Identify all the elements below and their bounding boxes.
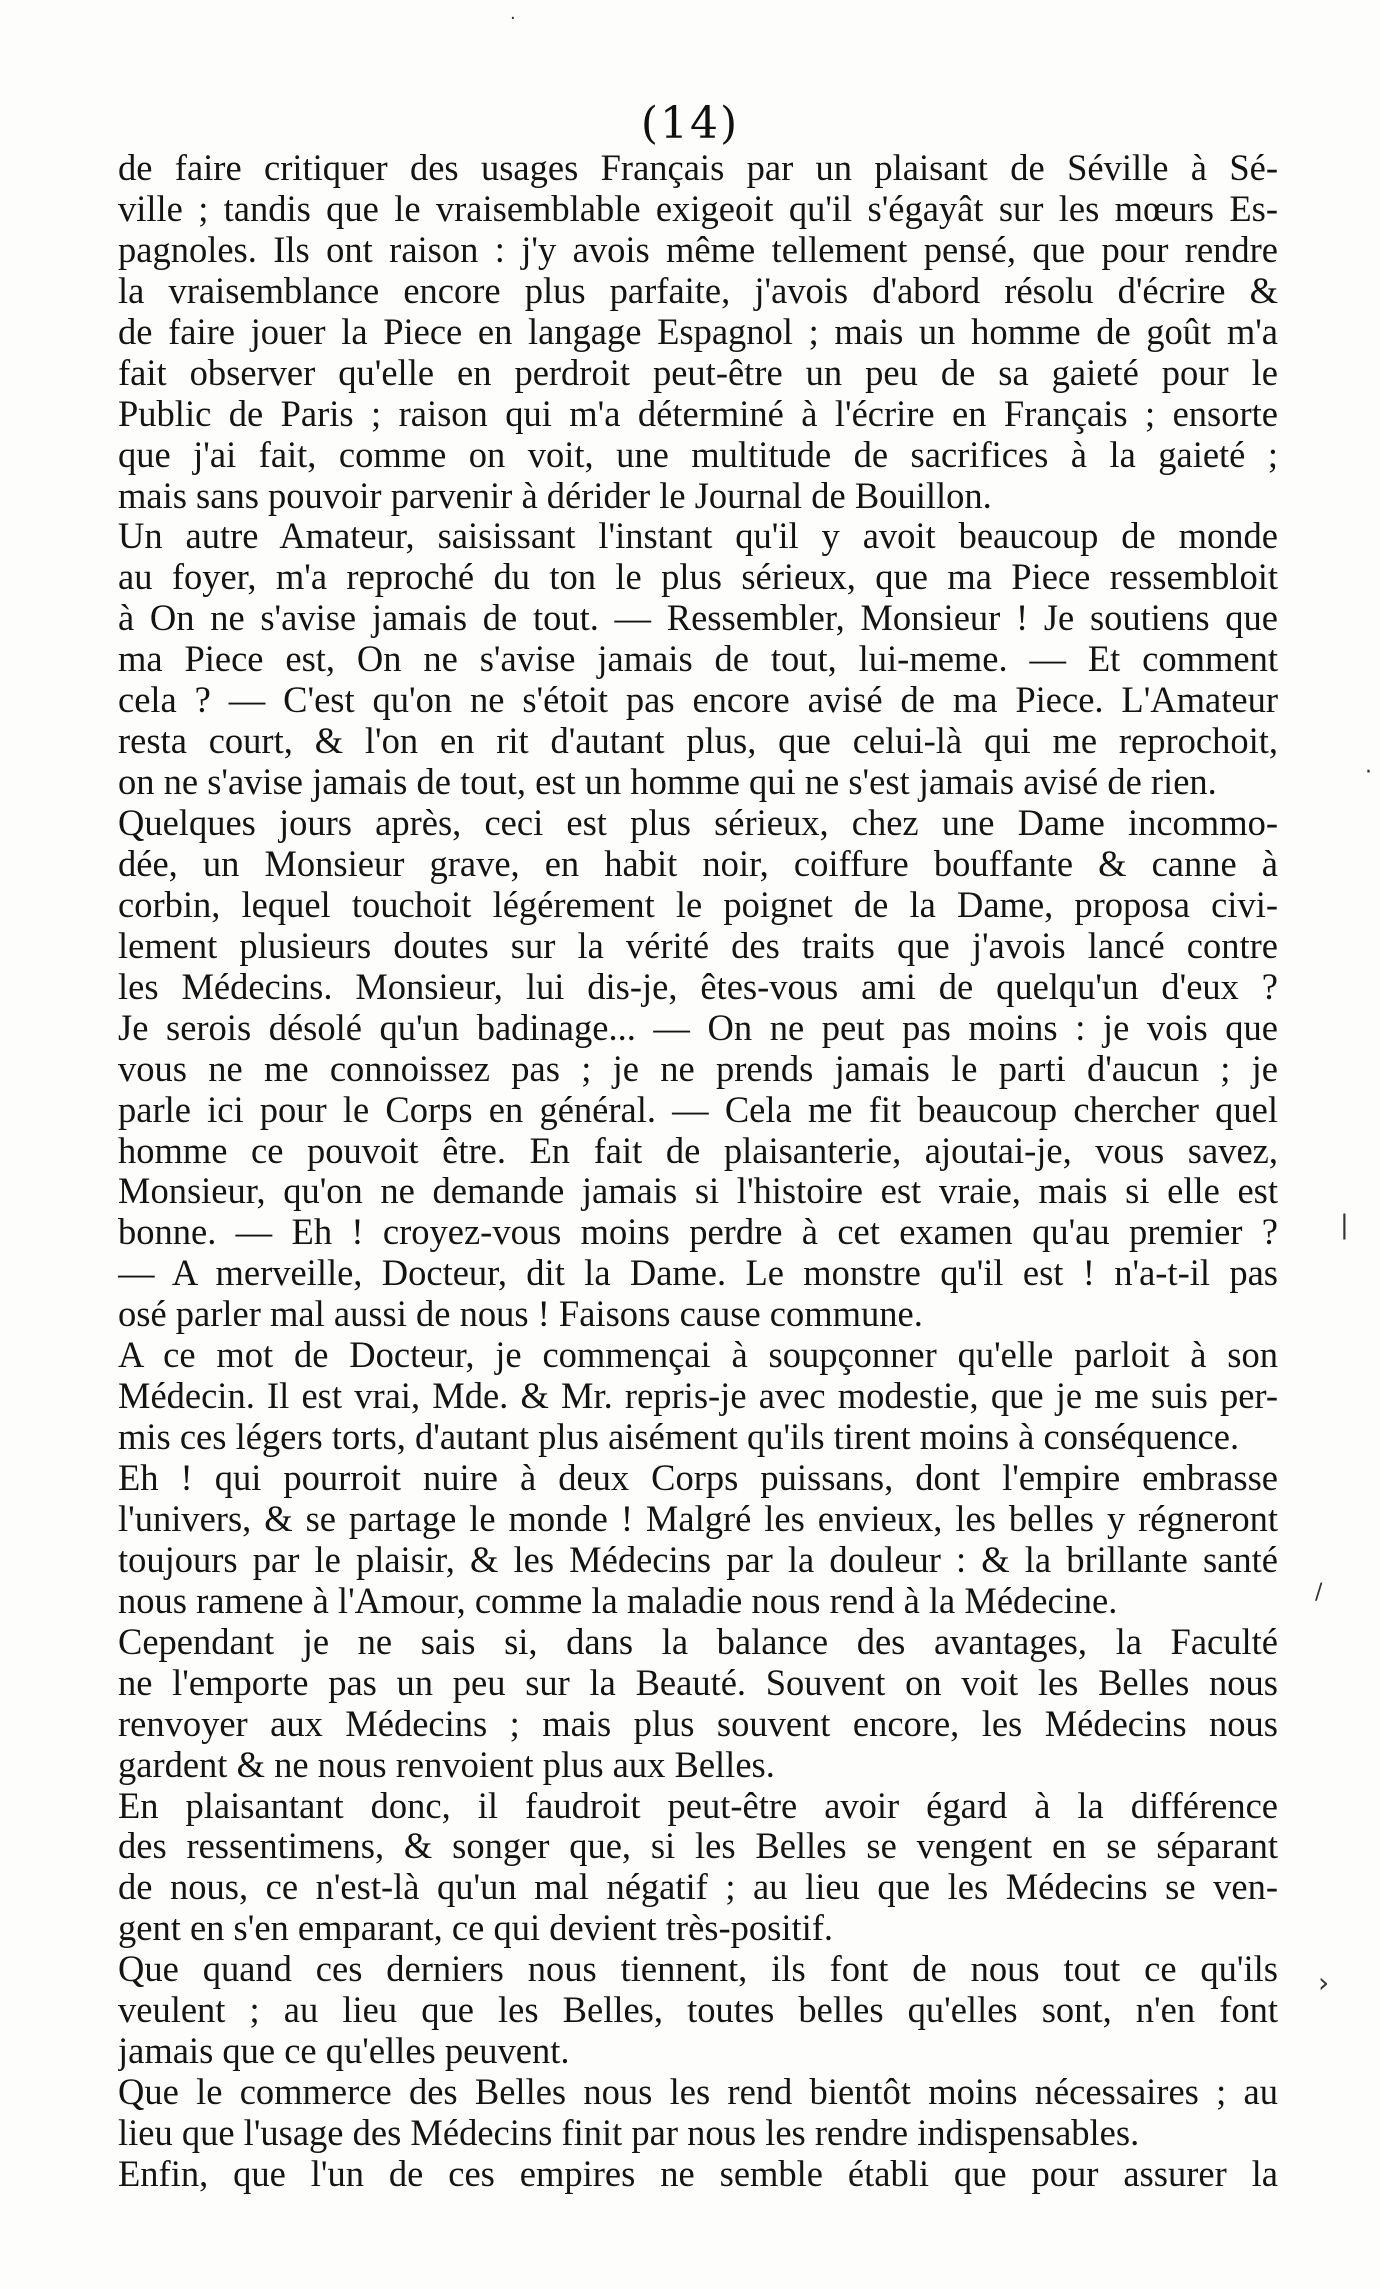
text-line: Je serois désolé qu'un badinage... — On ne peut pas moins : je vois que xyxy=(118,1007,1278,1048)
text-line: nous ramene à l'Amour, comme la maladie nous rend à la Médecine. xyxy=(118,1580,1118,1621)
text-line: Eh ! qui pourroit nuire à deux Corps puissans, dont l'empire embrasse xyxy=(118,1458,1278,1498)
text-line: ma Piece est, On ne s'avise jamais de tout, lui-meme. — Et comment xyxy=(118,639,1278,680)
text-line: toujours par le plaisir, & les Médecins par la douleur : & la brillante santé xyxy=(118,1539,1278,1580)
text-line: l'univers, & se partage le monde ! Malgré les envieux, les belles y régneront xyxy=(118,1498,1278,1539)
text-line: les Médecins. Monsieur, lui dis-je, êtes-vous ami de quelqu'un d'eux ? xyxy=(118,966,1278,1007)
text-line: ne l'emporte pas un peu sur la Beauté. Souvent on voit les Belles nous xyxy=(118,1662,1278,1703)
ink-speck: › xyxy=(1318,1966,1330,1999)
text-line: de nous, ce n'est-là qu'un mal négatif ; au lieu que les Médecins se ven- xyxy=(118,1867,1278,1908)
ink-speck: | xyxy=(1340,1210,1349,1240)
text-line: lement plusieurs doutes sur la vérité des traits que j'avois lancé contre xyxy=(118,925,1278,966)
text-line: — A merveille, Docteur, dit la Dame. Le monstre qu'il est ! n'a-t-il pas xyxy=(118,1253,1278,1294)
text-line: fait observer qu'elle en perdroit peut-être un peu de sa gaieté pour le xyxy=(118,352,1278,393)
text-line: de faire jouer la Piece en langage Espagnol ; mais un homme de goût m'a xyxy=(118,311,1278,352)
text-line: Enfin, que l'un de ces empires ne semble établi que pour assurer la xyxy=(118,2153,1278,2194)
text-line: gent en s'en emparant, ce qui devient très-positif. xyxy=(118,1908,834,1949)
text-line: Un autre Amateur, saisissant l'instant qu'il y avoit beaucoup de monde xyxy=(118,516,1278,557)
text-line: parle ici pour le Corps en général. — Cela me fit beaucoup chercher quel xyxy=(118,1089,1278,1130)
text-line: renvoyer aux Médecins ; mais plus souvent encore, les Médecins nous xyxy=(118,1703,1278,1744)
page-number: (14) xyxy=(640,98,740,149)
text-line: Que quand ces derniers nous tiennent, ils font de nous tout ce qu'ils xyxy=(118,1949,1278,1990)
text-line: des ressentimens, & songer que, si les Belles se vengent en se séparant xyxy=(118,1826,1278,1867)
text-line: corbin, lequel touchoit légérement le poignet de la Dame, proposa civi- xyxy=(118,884,1278,925)
ink-speck: / xyxy=(1315,1580,1323,1605)
text-line: Cependant je ne sais si, dans la balance des avantages, la Faculté xyxy=(118,1621,1278,1662)
text-line: Quelques jours après, ceci est plus sérieux, chez une Dame incommo- xyxy=(118,803,1278,843)
text-line: mis ces légers torts, d'autant plus aisément qu'ils tirent moins à conséquence. xyxy=(118,1417,1240,1458)
text-line: Que le commerce des Belles nous les rend bientôt moins nécessaires ; au xyxy=(118,2072,1278,2113)
text-line: jamais que ce qu'elles peuvent. xyxy=(118,2031,570,2072)
text-line: Monsieur, qu'on ne demande jamais si l'histoire est vraie, mais si elle est xyxy=(118,1171,1278,1212)
text-line: ville ; tandis que le vraisemblable exigeoit qu'il s'égayât sur les mœurs Es- xyxy=(118,188,1278,229)
text-line: que j'ai fait, comme on voit, une multitude de sacrifices à la gaieté ; xyxy=(118,434,1278,475)
text-line: à On ne s'avise jamais de tout. — Ressembler, Monsieur ! Je soutiens que xyxy=(118,598,1278,639)
text-line: pagnoles. Ils ont raison : j'y avois même tellement pensé, que pour rendre xyxy=(118,229,1278,270)
text-line: la vraisemblance encore plus parfaite, j'avois d'abord résolu d'écrire & xyxy=(118,270,1278,311)
text-line: gardent & ne nous renvoient plus aux Belles. xyxy=(118,1744,775,1785)
text-line: veulent ; au lieu que les Belles, toutes belles qu'elles sont, n'en font xyxy=(118,1990,1278,2031)
text-line: homme ce pouvoit être. En fait de plaisanterie, ajoutai-je, vous savez, xyxy=(118,1130,1278,1171)
text-line: osé parler mal aussi de nous ! Faisons cause commune. xyxy=(118,1294,923,1335)
text-line: vous ne me connoissez pas ; je ne prends jamais le parti d'aucun ; je xyxy=(118,1048,1278,1089)
text-line: Médecin. Il est vrai, Mde. & Mr. repris-je avec modestie, que je me suis per- xyxy=(118,1376,1278,1417)
text-line: on ne s'avise jamais de tout, est un homme qui ne s'est jamais avisé de rien. xyxy=(118,762,1217,803)
text-line: bonne. — Eh ! croyez-vous moins perdre à cet examen qu'au premier ? xyxy=(118,1212,1278,1253)
text-line: mais sans pouvoir parvenir à dérider le Journal de Bouillon. xyxy=(118,475,992,516)
text-line: lieu que l'usage des Médecins finit par nous les rendre indispensables. xyxy=(118,2113,1140,2153)
text-line: au foyer, m'a reproché du ton le plus sérieux, que ma Piece ressembloit xyxy=(118,557,1278,598)
text-line: En plaisantant donc, il faudroit peut-être avoir égard à la différence xyxy=(118,1785,1278,1826)
text-line: de faire critiquer des usages Français par un plaisant de Séville à Sé- xyxy=(118,148,1278,188)
text-line: dée, un Monsieur grave, en habit noir, coiffure bouffante & canne à xyxy=(118,843,1278,884)
text-line: A ce mot de Docteur, je commençai à soupçonner qu'elle parloit à son xyxy=(118,1335,1278,1376)
ink-speck: · xyxy=(1365,760,1372,785)
ink-speck: · xyxy=(510,8,516,29)
text-line: cela ? — C'est qu'on ne s'étoit pas encore avisé de ma Piece. L'Amateur xyxy=(118,680,1278,721)
text-line: resta court, & l'on en rit d'autant plus, que celui-là qui me reprochoit, xyxy=(118,721,1278,762)
body-text xyxy=(118,148,1278,2195)
text-line: Public de Paris ; raison qui m'a déterminé à l'écrire en Français ; ensorte xyxy=(118,393,1278,434)
